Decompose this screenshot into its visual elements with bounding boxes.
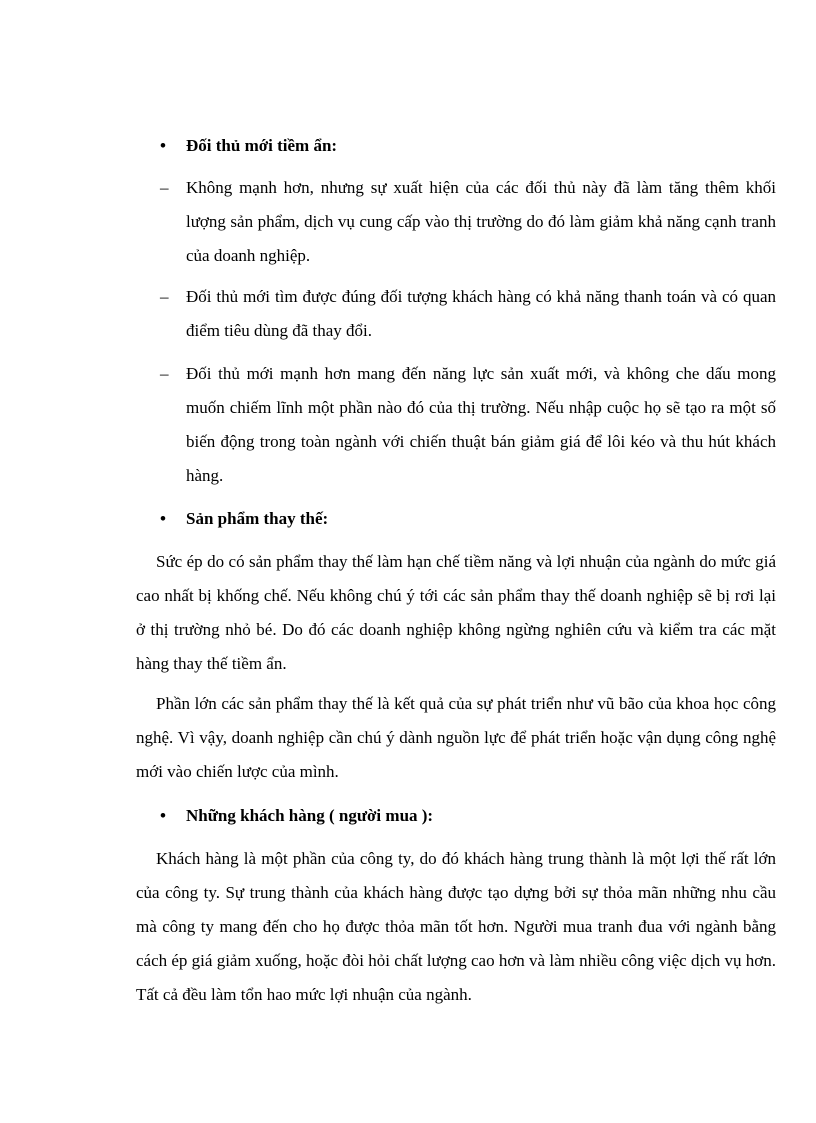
list-item-text: Đối thủ mới mạnh hơn mang đến năng lực sản xuất mới, và không che dấu mong muốn chiếm lĩnh một phần nào đó của thị trường. Nếu nhập cuộc họ sẽ tạo ra một số biến động trong toàn ngành với chiến thuật bán giảm giá để lôi kéo và thu hút khách hàng. bbox=[186, 364, 776, 485]
dash-icon: – bbox=[160, 287, 169, 306]
heading-text: Những khách hàng ( người mua ): bbox=[186, 806, 434, 825]
heading-text: Sản phẩm thay thế: bbox=[186, 509, 329, 528]
heading-text: Đối thủ mới tiềm ẩn: bbox=[186, 136, 338, 155]
bullet-icon: • bbox=[160, 509, 166, 528]
list-item-text: Không mạnh hơn, nhưng sự xuất hiện của các đối thủ này đã làm tăng thêm khối lượng sản phẩm, dịch vụ cung cấp vào thị trường do đó làm giảm khả năng cạnh tranh của doanh nghiệp. bbox=[186, 178, 776, 265]
list-item-text: Đối thủ mới tìm được đúng đối tượng khách hàng có khả năng thanh toán và có quan điểm tiêu dùng đã thay đổi. bbox=[186, 287, 776, 340]
paragraph: Sức ép do có sản phẩm thay thế làm hạn chế tiềm năng và lợi nhuận của ngành do mức giá cao nhất bị khống chế. Nếu không chú ý tới các sản phẩm thay thế doanh nghiệp sẽ bị rơi lại ở thị trường nhỏ bé. Do đó các doanh nghiệp không ngừng nghiên cứu và kiểm tra các mặt hàng thay thế tiềm ẩn. bbox=[136, 552, 776, 673]
dash-icon: – bbox=[160, 364, 169, 383]
bullet-icon: • bbox=[160, 806, 166, 825]
paragraph: Phần lớn các sản phẩm thay thế là kết quả của sự phát triển như vũ bão của khoa học công nghệ. Vì vậy, doanh nghiệp cần chú ý dành nguồn lực để phát triển hoặc vận dụng công nghệ mới vào chiến lược của mình. bbox=[136, 694, 776, 781]
paragraph: Khách hàng là một phần của công ty, do đó khách hàng trung thành là một lợi thế rất lớn của công ty. Sự trung thành của khách hàng được tạo dựng bởi sự thỏa mãn những nhu cầu mà công ty mang đến cho họ được thỏa mãn tốt hơn. Người mua tranh đua với ngành bằng cách ép giá giảm xuống, hoặc đòi hỏi chất lượng cao hơn và làm nhiều công việc dịch vụ hơn. Tất cả đều làm tổn hao mức lợi nhuận của ngành. bbox=[136, 849, 776, 1004]
bullet-icon: • bbox=[160, 136, 166, 155]
dash-icon: – bbox=[160, 178, 169, 197]
